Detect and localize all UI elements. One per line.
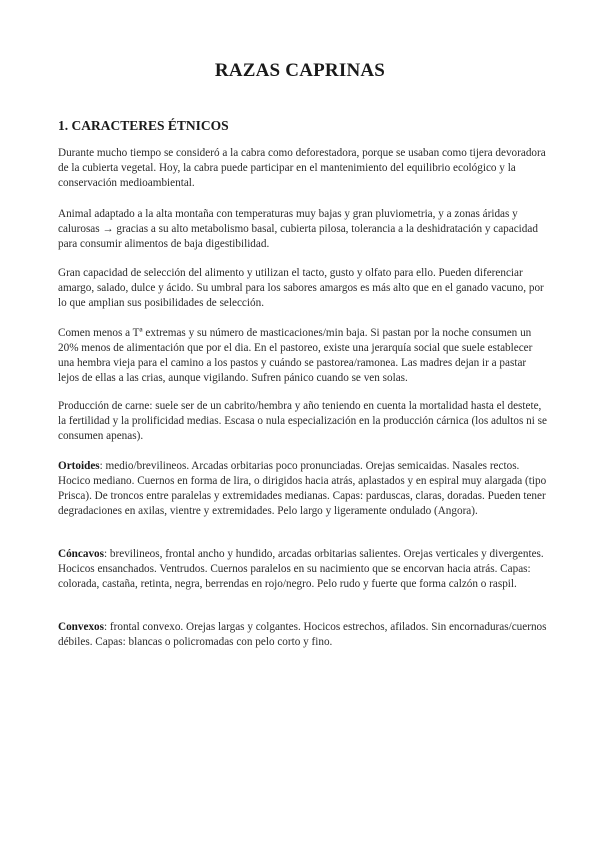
paragraph-text: Animal adaptado a la alta montaña con temperaturas muy bajas y gran pluviometria, y a zonas áridas y calurosas → gracias a su alto metabolismo basal, cubierta pilosa, tolerancia a la deshidratación y capacidad para consumir alimentos de baja digestibilidad.: [58, 208, 538, 250]
paragraph-food-selection: [58, 266, 548, 311]
paragraph-text: : brevilineos, frontal ancho y hundido, arcadas orbitarias salientes. Orejas verticales y divergentes. Hocicos ensanchados. Ventrudos. Cuernos paralelos en su nacimiento que se encorvan hacia atrás. Capas: colorada, castaña, retinta, negra, berrendas en rojo/negro. Pelo rudo y fuerte que forma calzón o raspil.: [58, 548, 544, 590]
paragraph-adaptation: [58, 207, 548, 252]
term-concavos: Cóncavos: [58, 548, 104, 560]
paragraph-convexos: [58, 620, 548, 650]
term-ortoides: Ortoides: [58, 460, 100, 472]
paragraph-text: Producción de carne: suele ser de un cabrito/hembra y año teniendo en cuenta la mortalidad hasta el destete, la fertilidad y la prolificidad medias. Escasa o nula especialización en la producción cárnica (los adultos ni se consumen apenas).: [58, 400, 547, 442]
paragraph-text: Comen menos a Tª extremas y su número de masticaciones/min baja. Si pastan por la noche consumen un 20% menos de alimentación que por el dia. En el pastoreo, existe una jerarquía social que suele establecer una hembra vieja para el camino a los pastos y cuándo se pastorea/ramonea. Las madres dejan ir a pastar lejos de ellas a las crias, aunque vigilando. Sufren pánico cuando se ven solas.: [58, 327, 533, 384]
paragraph-text: Gran capacidad de selección del alimento y utilizan el tacto, gusto y olfato para ello. Pueden diferenciar amargo, salado, dulce y ácido. Su umbral para los sabores amargos es más alto que en el ganado vacuno, por lo que amplian sus posibilidades de selección.: [58, 267, 544, 309]
paragraph-feeding-behavior: [58, 326, 548, 386]
document-title: RAZAS CAPRINAS: [214, 60, 386, 81]
paragraph-ortoides: [58, 459, 548, 519]
term-convexos: Convexos: [58, 621, 104, 633]
paragraph-text: : medio/brevilineos. Arcadas orbitarias poco pronunciadas. Orejas semicaidas. Nasales rectos. Hocico mediano. Cuernos en forma de lira, o dirigidos hacia atrás, aplastados y en espiral muy alargada (tipo Prisca). De troncos entre paralelas y extremidades medianas. Capas: parduscas, claras, doradas. Pueden tener degradaciones en axilas, vientre y extremidades. Pelo largo y ligeramente ondulado (Angora).: [58, 460, 547, 517]
paragraph-meat-production: [58, 399, 548, 444]
paragraph-concavos: [58, 547, 548, 592]
paragraph-text: : frontal convexo. Orejas largas y colgantes. Hocicos estrechos, afilados. Sin encornaduras/cuernos débiles. Capas: blancas o policromadas con pelo corto y fino.: [58, 621, 547, 648]
paragraph-text: Durante mucho tiempo se consideró a la cabra como deforestadora, porque se usaban como tijera devoradora de la cubierta vegetal. Hoy, la cabra puede participar en el mantenimiento del equilibrio ecológico y la conservación medioambiental.: [58, 147, 546, 189]
section-heading: 1. CARACTERES ÉTNICOS: [58, 118, 229, 133]
paragraph-deforestation: [58, 146, 548, 191]
